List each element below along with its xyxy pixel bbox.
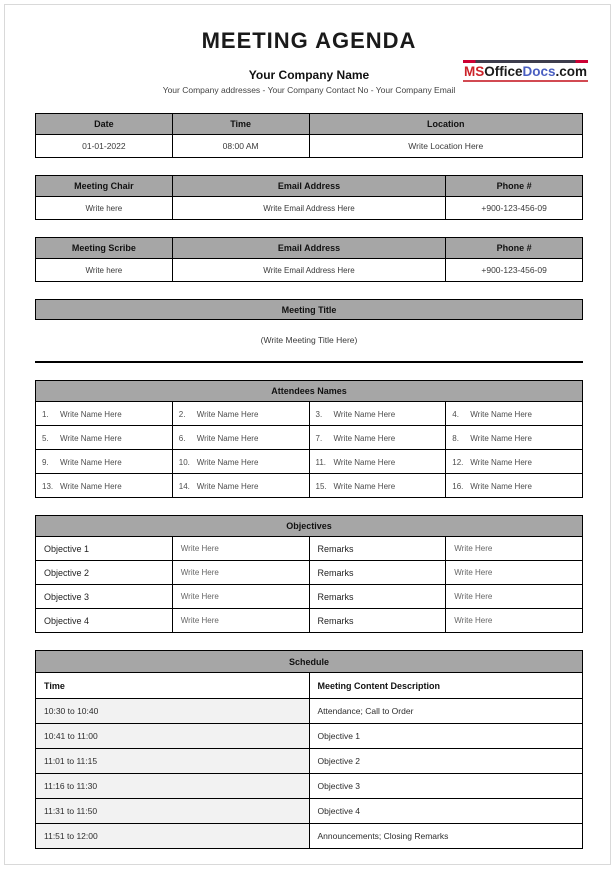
- scribe-phone-header: Phone #: [446, 238, 583, 259]
- attendee-cell-10[interactable]: [172, 450, 309, 474]
- attendee-name: Write Name Here: [60, 457, 122, 467]
- objective-2-remarks-label: Remarks: [309, 561, 446, 585]
- attendee-name: Write Name Here: [470, 481, 532, 491]
- chair-phone-value[interactable]: +900-123-456-09: [446, 197, 583, 220]
- attendee-name: Write Name Here: [196, 481, 259, 491]
- table-row: [36, 749, 583, 774]
- schedule-description-1[interactable]: Attendance; Call to Order: [309, 699, 583, 724]
- attendee-cell-4[interactable]: [446, 402, 583, 426]
- schedule-description-header: Meeting Content Description: [309, 673, 583, 699]
- company-contact-line: Your Company addresses - Your Company Contact No - Your Company Email: [162, 85, 456, 95]
- attendee-number: 10.: [178, 457, 190, 467]
- attendee-cell-6[interactable]: [172, 426, 309, 450]
- attendee-cell-16[interactable]: [446, 474, 583, 498]
- attendee-number: 6.: [178, 433, 186, 443]
- table-header-row: [36, 114, 583, 135]
- time-value[interactable]: 08:00 AM: [172, 135, 309, 158]
- attendee-number: 8.: [452, 433, 459, 443]
- attendee-cell-11[interactable]: [309, 450, 446, 474]
- chair-header: Meeting Chair: [36, 176, 173, 197]
- scribe-name-value[interactable]: Write here: [36, 259, 173, 282]
- objectives-header: Objectives: [36, 516, 583, 537]
- logo-docs: Docs: [522, 64, 556, 79]
- logo-text: [463, 63, 588, 80]
- table-row: [36, 699, 583, 724]
- schedule-time-4[interactable]: 11:16 to 11:30: [36, 774, 310, 799]
- attendee-number: 9.: [42, 457, 49, 467]
- objective-3-label: Objective 3: [36, 585, 173, 609]
- attendee-number: 1.: [42, 409, 49, 419]
- attendee-name: Write Name Here: [60, 433, 122, 443]
- table-row: [36, 774, 583, 799]
- table-header-row: [36, 238, 583, 259]
- document-title: MEETING AGENDA: [201, 28, 417, 53]
- table-row: [36, 585, 583, 609]
- table-row: [36, 799, 583, 824]
- chair-name-value[interactable]: Write here: [36, 197, 173, 220]
- attendee-cell-15[interactable]: [309, 474, 446, 498]
- attendee-number: 12.: [452, 457, 464, 467]
- table-header-row: [36, 651, 583, 673]
- attendee-name: Write Name Here: [333, 409, 396, 419]
- objective-3-remarks-value[interactable]: Write Here: [446, 585, 583, 609]
- attendee-cell-2[interactable]: [172, 402, 309, 426]
- schedule-description-2[interactable]: Objective 1: [309, 724, 583, 749]
- schedule-header: Schedule: [36, 651, 583, 673]
- schedule-time-1[interactable]: 10:30 to 10:40: [36, 699, 310, 724]
- objective-4-remarks-label: Remarks: [309, 609, 446, 633]
- scribe-phone-value[interactable]: +900-123-456-09: [446, 259, 583, 282]
- attendee-cell-14[interactable]: [172, 474, 309, 498]
- schedule-time-5[interactable]: 11:31 to 11:50: [36, 799, 310, 824]
- time-header: Time: [172, 114, 309, 135]
- attendee-cell-5[interactable]: [36, 426, 173, 450]
- scribe-header: Meeting Scribe: [36, 238, 173, 259]
- attendee-number: 3.: [315, 409, 323, 419]
- table-row: [36, 609, 583, 633]
- attendee-number: 15.: [315, 481, 327, 491]
- table-row: [36, 135, 583, 158]
- attendee-cell-12[interactable]: [446, 450, 583, 474]
- objective-1-remarks-label: Remarks: [309, 537, 446, 561]
- attendees-table: [35, 380, 583, 498]
- schedule-table: [35, 650, 583, 849]
- schedule-time-6[interactable]: 11:51 to 12:00: [36, 824, 310, 849]
- schedule-time-header: Time: [36, 673, 310, 699]
- objective-2-remarks-value[interactable]: Write Here: [446, 561, 583, 585]
- schedule-description-4[interactable]: Objective 3: [309, 774, 583, 799]
- schedule-description-6[interactable]: Announcements; Closing Remarks: [309, 824, 583, 849]
- chair-email-header: Email Address: [172, 176, 446, 197]
- objective-4-value[interactable]: Write Here: [172, 609, 309, 633]
- attendee-name: Write Name Here: [470, 433, 532, 443]
- meeting-title-header: Meeting Title: [35, 299, 583, 320]
- objective-2-label: Objective 2: [36, 561, 173, 585]
- attendee-number: 2.: [178, 409, 186, 419]
- attendee-name: Write Name Here: [333, 433, 396, 443]
- date-time-location-table: [35, 113, 583, 158]
- schedule-time-2[interactable]: 10:41 to 11:00: [36, 724, 310, 749]
- logo-bottom-rule: [463, 80, 588, 82]
- schedule-time-3[interactable]: 11:01 to 11:15: [36, 749, 310, 774]
- attendee-number: 16.: [452, 481, 464, 491]
- attendee-name: Write Name Here: [60, 481, 122, 491]
- attendee-cell-13[interactable]: [36, 474, 173, 498]
- attendee-name: Write Name Here: [196, 409, 259, 419]
- company-name: Your Company Name: [248, 68, 370, 82]
- attendee-name: Write Name Here: [333, 481, 396, 491]
- table-row: [36, 537, 583, 561]
- meeting-scribe-table: [35, 237, 583, 282]
- attendee-cell-3[interactable]: [309, 402, 446, 426]
- table-row: [36, 724, 583, 749]
- objective-2-value[interactable]: Write Here: [172, 561, 309, 585]
- table-header-row: [36, 176, 583, 197]
- schedule-subheader-row: [36, 673, 583, 699]
- date-header: Date: [36, 114, 173, 135]
- msofficedocs-logo: [463, 60, 588, 82]
- attendee-cell-8[interactable]: [446, 426, 583, 450]
- objective-4-remarks-value[interactable]: Write Here: [446, 609, 583, 633]
- objectives-table: [35, 515, 583, 633]
- attendee-number: 11.: [315, 457, 327, 467]
- attendee-number: 4.: [452, 409, 459, 419]
- table-row: [36, 402, 583, 426]
- table-row: [36, 197, 583, 220]
- scribe-email-value[interactable]: Write Email Address Here: [172, 259, 446, 282]
- table-header-row: [36, 381, 583, 402]
- section-divider: [35, 361, 583, 363]
- chair-phone-header: Phone #: [446, 176, 583, 197]
- attendee-cell-9[interactable]: [36, 450, 173, 474]
- table-row: [36, 474, 583, 498]
- attendee-name: Write Name Here: [333, 457, 396, 467]
- location-value[interactable]: Write Location Here: [309, 135, 583, 158]
- schedule-description-5[interactable]: Objective 4: [309, 799, 583, 824]
- table-row: [36, 824, 583, 849]
- scribe-email-header: Email Address: [172, 238, 446, 259]
- date-value[interactable]: 01-01-2022: [36, 135, 173, 158]
- objective-1-remarks-value[interactable]: Write Here: [446, 537, 583, 561]
- attendee-number: 14.: [178, 481, 190, 491]
- objective-3-remarks-label: Remarks: [309, 585, 446, 609]
- attendee-number: 5.: [42, 433, 49, 443]
- objective-3-value[interactable]: Write Here: [172, 585, 309, 609]
- chair-email-value[interactable]: Write Email Address Here: [172, 197, 446, 220]
- attendee-name: Write Name Here: [196, 433, 259, 443]
- attendee-cell-1[interactable]: [36, 402, 173, 426]
- meeting-chair-table: [35, 175, 583, 220]
- attendee-name: Write Name Here: [196, 457, 259, 467]
- meeting-title-placeholder[interactable]: (Write Meeting Title Here): [260, 335, 358, 345]
- table-header-row: [36, 516, 583, 537]
- logo-office: Office: [484, 64, 523, 79]
- objective-4-label: Objective 4: [36, 609, 173, 633]
- table-row: [36, 561, 583, 585]
- attendee-name: Write Name Here: [470, 409, 532, 419]
- table-row: [36, 426, 583, 450]
- logo-ms: MS: [463, 64, 485, 79]
- attendee-name: Write Name Here: [470, 457, 532, 467]
- table-row: [36, 259, 583, 282]
- attendees-header: Attendees Names: [36, 381, 583, 402]
- attendee-cell-7[interactable]: [309, 426, 446, 450]
- attendee-number: 7.: [315, 433, 323, 443]
- attendee-number: 13.: [42, 481, 54, 491]
- logo-com: .com: [555, 64, 588, 79]
- attendee-name: Write Name Here: [60, 409, 122, 419]
- table-row: [36, 450, 583, 474]
- schedule-description-3[interactable]: Objective 2: [309, 749, 583, 774]
- location-header: Location: [309, 114, 583, 135]
- objective-1-value[interactable]: Write Here: [172, 537, 309, 561]
- objective-1-label: Objective 1: [36, 537, 173, 561]
